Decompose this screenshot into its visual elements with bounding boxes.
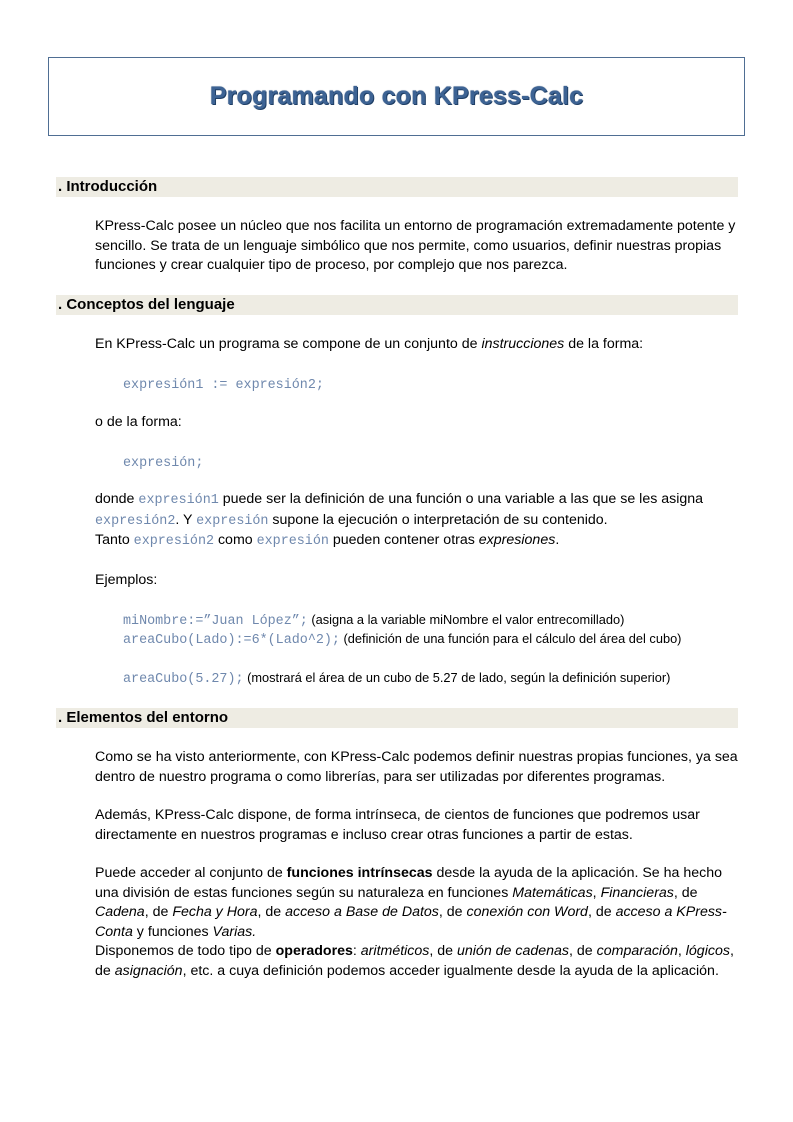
emphasis: comparación [596, 943, 678, 959]
emphasis: acceso a Base de Datos [285, 904, 439, 920]
text: , [592, 884, 601, 901]
section-heading-conceptos: . Conceptos del lenguaje [56, 295, 738, 315]
example-3 [123, 668, 670, 689]
text: , de [144, 904, 173, 920]
section-heading-elementos: . Elementos del entorno [56, 708, 738, 728]
text: , de [257, 904, 286, 920]
code-assignment-form [123, 374, 324, 395]
text: supone la ejecución o interpretación de su contenido. [268, 511, 608, 528]
emphasis: acceso a KPress-Conta [95, 904, 727, 940]
text: , de [95, 943, 734, 979]
example-2 [123, 629, 681, 650]
text: , de [673, 884, 698, 901]
emphasis: Cadena [95, 904, 145, 920]
emphasis: conexión con Word [466, 904, 588, 920]
text: de la forma: [564, 336, 644, 352]
emphasis-instrucciones: instrucciones [481, 336, 565, 352]
bold-funciones-intrinsecas: funciones intrínsecas [286, 865, 433, 881]
section-heading-introduccion: . Introducción [56, 177, 738, 197]
emphasis: unión de cadenas [457, 943, 570, 959]
text: Disponemos de todo tipo de [95, 943, 276, 959]
text: : [352, 943, 361, 959]
text: y funciones [132, 923, 213, 940]
elements-paragraph-1: Como se ha visto anteriormente, con KPress-Calc podemos definir nuestras propias funciones, ya sea dentro de nuestro programa o como librerías, para ser utilizadas por diferentes programas. [95, 749, 738, 785]
text: . Y [175, 511, 197, 528]
text: como [214, 532, 257, 548]
emphasis: aritméticos [360, 943, 430, 959]
emphasis: Financieras [600, 884, 674, 901]
example-1 [123, 610, 624, 631]
inline-code: areaCubo(5.27); [123, 672, 244, 687]
inline-code: miNombre:=”Juan López”; [123, 614, 308, 629]
text: puede ser la definición de una función o una variable a las que se les asigna [218, 491, 704, 507]
text: , [677, 943, 686, 959]
concepts-paragraph-2: o de la forma: [95, 414, 182, 430]
inline-code: expresión1 [138, 493, 219, 508]
text: . [555, 532, 560, 548]
text: pueden contener otras [328, 532, 479, 548]
bold-operadores: operadores [275, 943, 353, 959]
inline-code: expresión2 [95, 513, 176, 529]
emphasis-expresiones: expresiones [478, 532, 556, 548]
example-note: (definición de una función para el cálculo del área del cubo) [339, 631, 682, 646]
title-box [48, 57, 745, 136]
example-note: (mostrará el área de un cubo de 5.27 de lado, según la definición superior) [243, 670, 671, 685]
inline-code: expresión2 [133, 534, 215, 549]
intro-paragraph: KPress-Calc posee un núcleo que nos facilita un entorno de programación extremadamente potente y sencillo. Se trata de un lenguaje simbólico que nos permite, como usuarios, definir nuestras propias funciones y crear cualquier tipo de proceso, por complejo que nos parezca. [95, 218, 736, 273]
inline-code: expresión [196, 513, 269, 529]
example-note: (asigna a la variable miNombre el valor entrecomillado) [307, 612, 625, 627]
examples-label: Ejemplos: [95, 572, 158, 588]
text: , de [569, 943, 597, 959]
text: , de [438, 904, 467, 920]
concepts-paragraph-donde [95, 490, 745, 552]
emphasis: asignación [114, 962, 183, 979]
inline-code: areaCubo(Lado):=6*(Lado^2); [123, 633, 340, 648]
text: Tanto [95, 532, 134, 548]
text: En KPress-Calc un programa se compone de un conjunto de [95, 336, 482, 352]
text: donde [95, 491, 139, 507]
text: desde la ayuda de la aplicación. Se ha hecho una división de estas funciones según su naturaleza en funciones [95, 865, 723, 901]
code-text: expresión1 := expresión2; [123, 378, 324, 393]
inline-code: expresión [256, 534, 329, 549]
concepts-paragraph-1 [95, 335, 745, 355]
emphasis: Matemáticas [512, 884, 593, 901]
emphasis: lógicos [685, 943, 730, 959]
code-expression-form [123, 452, 203, 473]
text: , de [587, 904, 616, 920]
code-text: expresión; [123, 456, 204, 471]
elements-paragraph-3 [95, 864, 745, 981]
text: Puede acceder al conjunto de [95, 865, 287, 881]
elements-paragraph-2: Además, KPress-Calc dispone, de forma intrínseca, de cientos de funciones que podremos usar directamente en nuestros programas e incluso crear otras funciones a partir de estas. [95, 807, 700, 843]
page-title: Programando con KPress-Calc [209, 82, 584, 110]
text: , de [429, 943, 457, 959]
emphasis: Fecha y Hora [172, 904, 258, 920]
text: , etc. a cuya definición podemos acceder igualmente desde la ayuda de la aplicación. [182, 962, 719, 979]
emphasis: Varias. [212, 923, 257, 940]
